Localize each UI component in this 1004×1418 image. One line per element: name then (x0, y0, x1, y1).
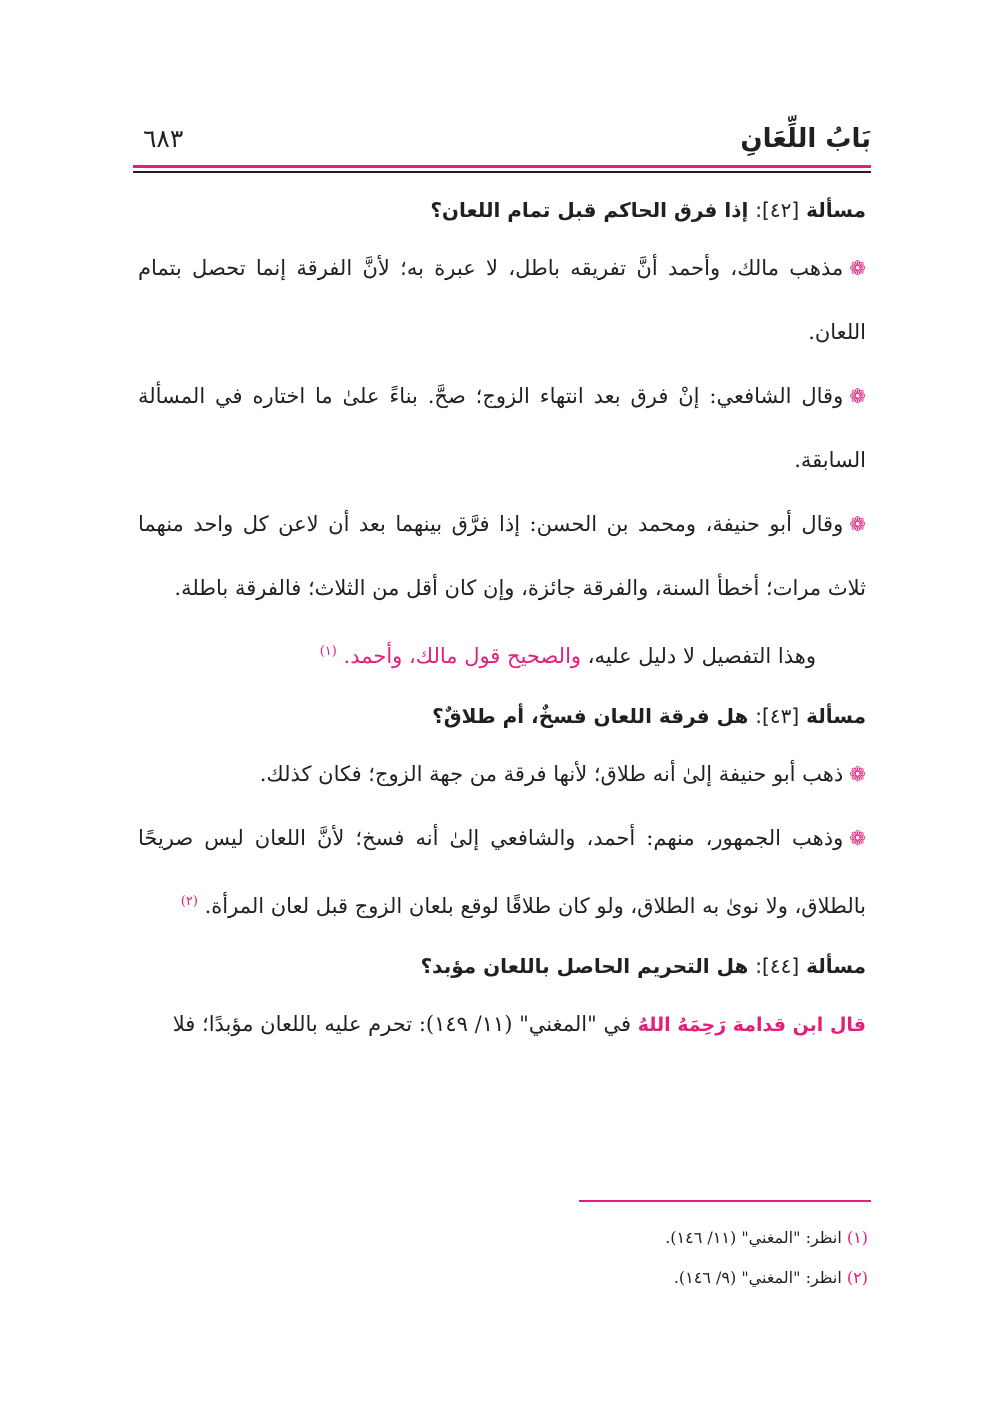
question-number: [٤٤]: (755, 954, 800, 978)
question-label: مسألة (806, 198, 866, 222)
question-heading-43 (138, 694, 866, 738)
question-heading-42 (138, 188, 866, 232)
paragraph-text: وقال أبو حنيفة، ومحمد بن الحسن: إذا فرَّق بينهما بعد أن لاعن كل واحد منهما ثلاث مرات؛ أخطأ السنة، والفرقة جائزة، وإن كان أقل من الثلاث؛ فالفرقة باطلة. (138, 512, 866, 600)
preferred-opinion: والصحيح قول مالك، وأحمد. (343, 644, 582, 668)
footnote-text: انظر: "المغني" (١١/ ١٤٦). (665, 1228, 842, 1247)
page-body (138, 182, 866, 1057)
flower-ornament-icon: ❁ (849, 512, 866, 536)
flower-ornament-icon: ❁ (849, 384, 866, 408)
chapter-title: بَابُ اللِّعَانِ (740, 124, 871, 154)
question-text: هل التحريم الحاصل باللعان مؤبد؟ (420, 954, 749, 978)
footnote-separator (579, 1200, 871, 1202)
paragraph-text: وقال الشافعي: إنْ فرق بعد انتهاء الزوج؛ صحَّ. بناءً علىٰ ما اختاره في المسألة السابقة. (138, 384, 866, 472)
paragraph-ibn-qudama (138, 992, 866, 1057)
paragraph-text: وهذا التفصيل لا دليل عليه، (587, 644, 816, 668)
flower-ornament-icon: ❁ (849, 826, 866, 850)
header-rule-dark (133, 171, 871, 173)
paragraph-maliki (138, 236, 866, 364)
question-heading-44 (138, 944, 866, 988)
question-text: هل فرقة اللعان فسخٌ، أم طلاقٌ؟ (432, 704, 749, 728)
footnote-1 (136, 1218, 868, 1258)
paragraph-jumhur (138, 806, 866, 938)
footnote-ref-1[interactable]: (١) (319, 644, 337, 659)
paragraph-text: وذهب الجمهور، منهم: أحمد، والشافعي إلىٰ أنه فسخ؛ لأنَّ اللعان ليس صريحًا بالطلاق، ولا نوىٰ به الطلاق، ولو كان طلاقًا لوقع بلعان الزوج قبل لعان المرأة. (138, 826, 866, 918)
footnotes (136, 1218, 868, 1298)
paragraph-text: مذهب مالك، وأحمد أنَّ تفريقه باطل، لا عبرة به؛ لأنَّ الفرقة إنما تحصل بتمام اللعان. (138, 256, 866, 344)
footnote-number: (١) (846, 1228, 868, 1247)
paragraph-text: ذهب أبو حنيفة إلىٰ أنه طلاق؛ لأنها فرقة من جهة الزوج؛ فكان كذلك. (259, 762, 844, 786)
paragraph-text: في "المغني" (١١/ ١٤٩): تحرم عليه باللعان مؤبدًا؛ فلا (172, 1012, 632, 1036)
flower-ornament-icon: ❁ (849, 256, 866, 280)
footnote-number: (٢) (846, 1268, 868, 1287)
paragraph-shafii (138, 364, 866, 492)
page-header (133, 120, 871, 166)
question-number: [٤٣]: (755, 704, 800, 728)
paragraph-conclusion (138, 620, 866, 688)
paragraph-abu-hanifa (138, 742, 866, 806)
footnote-ref-2[interactable]: (٢) (180, 894, 198, 909)
footnote-text: انظر: "المغني" (٩/ ١٤٦). (673, 1268, 842, 1287)
header-rule-pink (133, 165, 871, 168)
paragraph-hanafi (138, 492, 866, 620)
flower-ornament-icon: ❁ (849, 762, 866, 786)
question-label: مسألة (806, 954, 866, 978)
question-label: مسألة (806, 704, 866, 728)
quoted-scholar: قال ابن قدامة رَحِمَهُ اللهُ (637, 1014, 866, 1036)
page-number: ٦٨٣ (143, 124, 184, 153)
footnote-2 (136, 1258, 868, 1298)
question-number: [٤٢]: (755, 198, 800, 222)
question-text: إذا فرق الحاكم قبل تمام اللعان؟ (430, 198, 749, 222)
